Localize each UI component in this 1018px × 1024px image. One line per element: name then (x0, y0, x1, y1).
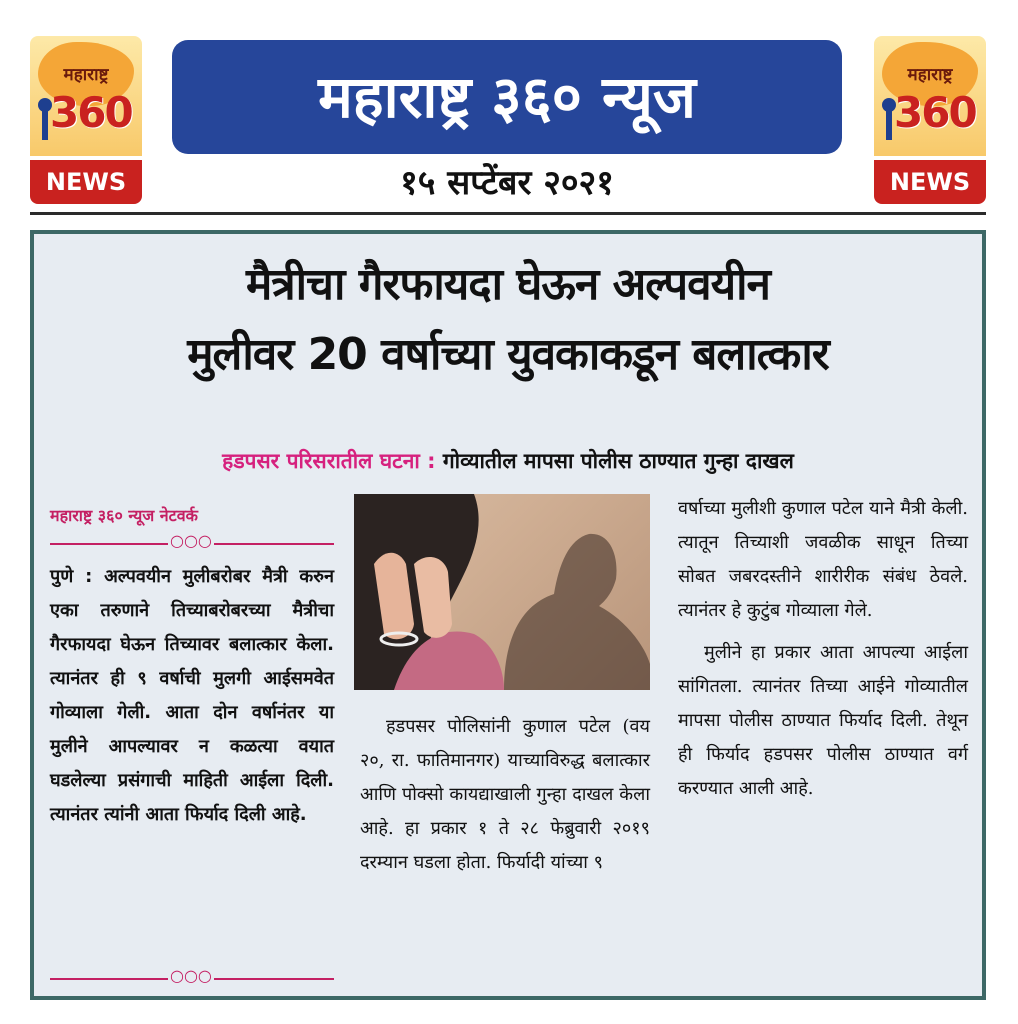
logo-brand-text: महाराष्ट्र (907, 65, 953, 85)
paragraph: वर्षाच्या मुलीशी कुणाल पटेल याने मैत्री केली. त्यातून तिच्याशी जवळीक साधून तिच्या सोबत जबरदस्तीने शारीरीक संबंध ठेवले. त्यानंतर हे कुटुंब गोव्याला गेले. (678, 498, 968, 621)
logo-news-label: NEWS (30, 160, 142, 204)
subheadline-location: हडपसर परिसरातील घटना : (222, 449, 436, 473)
ornament-icon: ○○○ (170, 966, 212, 985)
article-column-middle: हडपसर पोलिसांनी कुणाल पटेल (वय २०, रा. फातिमानगर) याच्याविरुद्ध बलात्कार आणि पोक्सो कायद्याखाली गुन्हा दाखल केला आहे. हा प्रकार १ ते २८ फेब्रुवारी २०१९ दरम्यान घडला होता. फिर्यादी यांच्या ९ (360, 716, 650, 873)
distressed-girl-illustration (354, 494, 650, 690)
logo-number: 360 (50, 88, 132, 137)
byline: महाराष्ट्र ३६० न्यूज नेटवर्क (50, 506, 198, 525)
article-headline (30, 250, 986, 390)
header-rule (30, 212, 986, 215)
ornament-icon: ○○○ (170, 531, 212, 550)
ornamental-divider-bottom (50, 966, 334, 986)
article-column-right (678, 492, 968, 814)
masthead-title: महाराष्ट्र ३६० न्यूज (172, 40, 842, 154)
paragraph: मुलीने हा प्रकार आता आपल्या आईला सांगितला. त्यानंतर तिच्या आईने गोव्यातील मापसा पोलीस ठाण्यात फिर्याद दिली. तेथून ही फिर्याद हडपसर पोलीस ठाण्यात वर्ग करण्यात आली आहे. (678, 642, 968, 799)
logo-left (30, 36, 142, 204)
headline-line-2: मुलीवर 20 वर्षाच्या युवकाकडून बलात्कार (187, 329, 829, 380)
article-subheadline (30, 447, 986, 475)
subheadline-text: गोव्यातील मापसा पोलीस ठाण्यात गुन्हा दाखल (442, 449, 794, 473)
logo-news-label: NEWS (874, 160, 986, 204)
article-photo (354, 494, 650, 690)
ornamental-divider-top (50, 531, 334, 551)
logo-number: 360 (894, 88, 976, 137)
publication-date: १५ सप्टेंबर २०२१ (400, 163, 614, 203)
article-column-left: पुणे : अल्पवयीन मुलीबरोबर मैत्री करुन एका तरुणाने तिच्याबरोबरच्या मैत्रीचा गैरफायदा घेऊन तिच्यावर बलात्कार केला. त्यानंतर ही ९ वर्षाची मुलगी आईसमवेत गोव्याला गेली. आता दोन वर्षानंतर या मुलीने आपल्यावर न कळत्या वयात घडलेल्या प्रसंगाची माहिती आईला दिली. त्यानंतर त्यांनी आता फिर्याद दिली आहे. (50, 566, 334, 825)
headline-line-1: मैत्रीचा गैरफायदा घेऊन अल्पवयीन (246, 259, 770, 310)
logo-right (874, 36, 986, 204)
logo-brand-text: महाराष्ट्र (63, 65, 109, 85)
